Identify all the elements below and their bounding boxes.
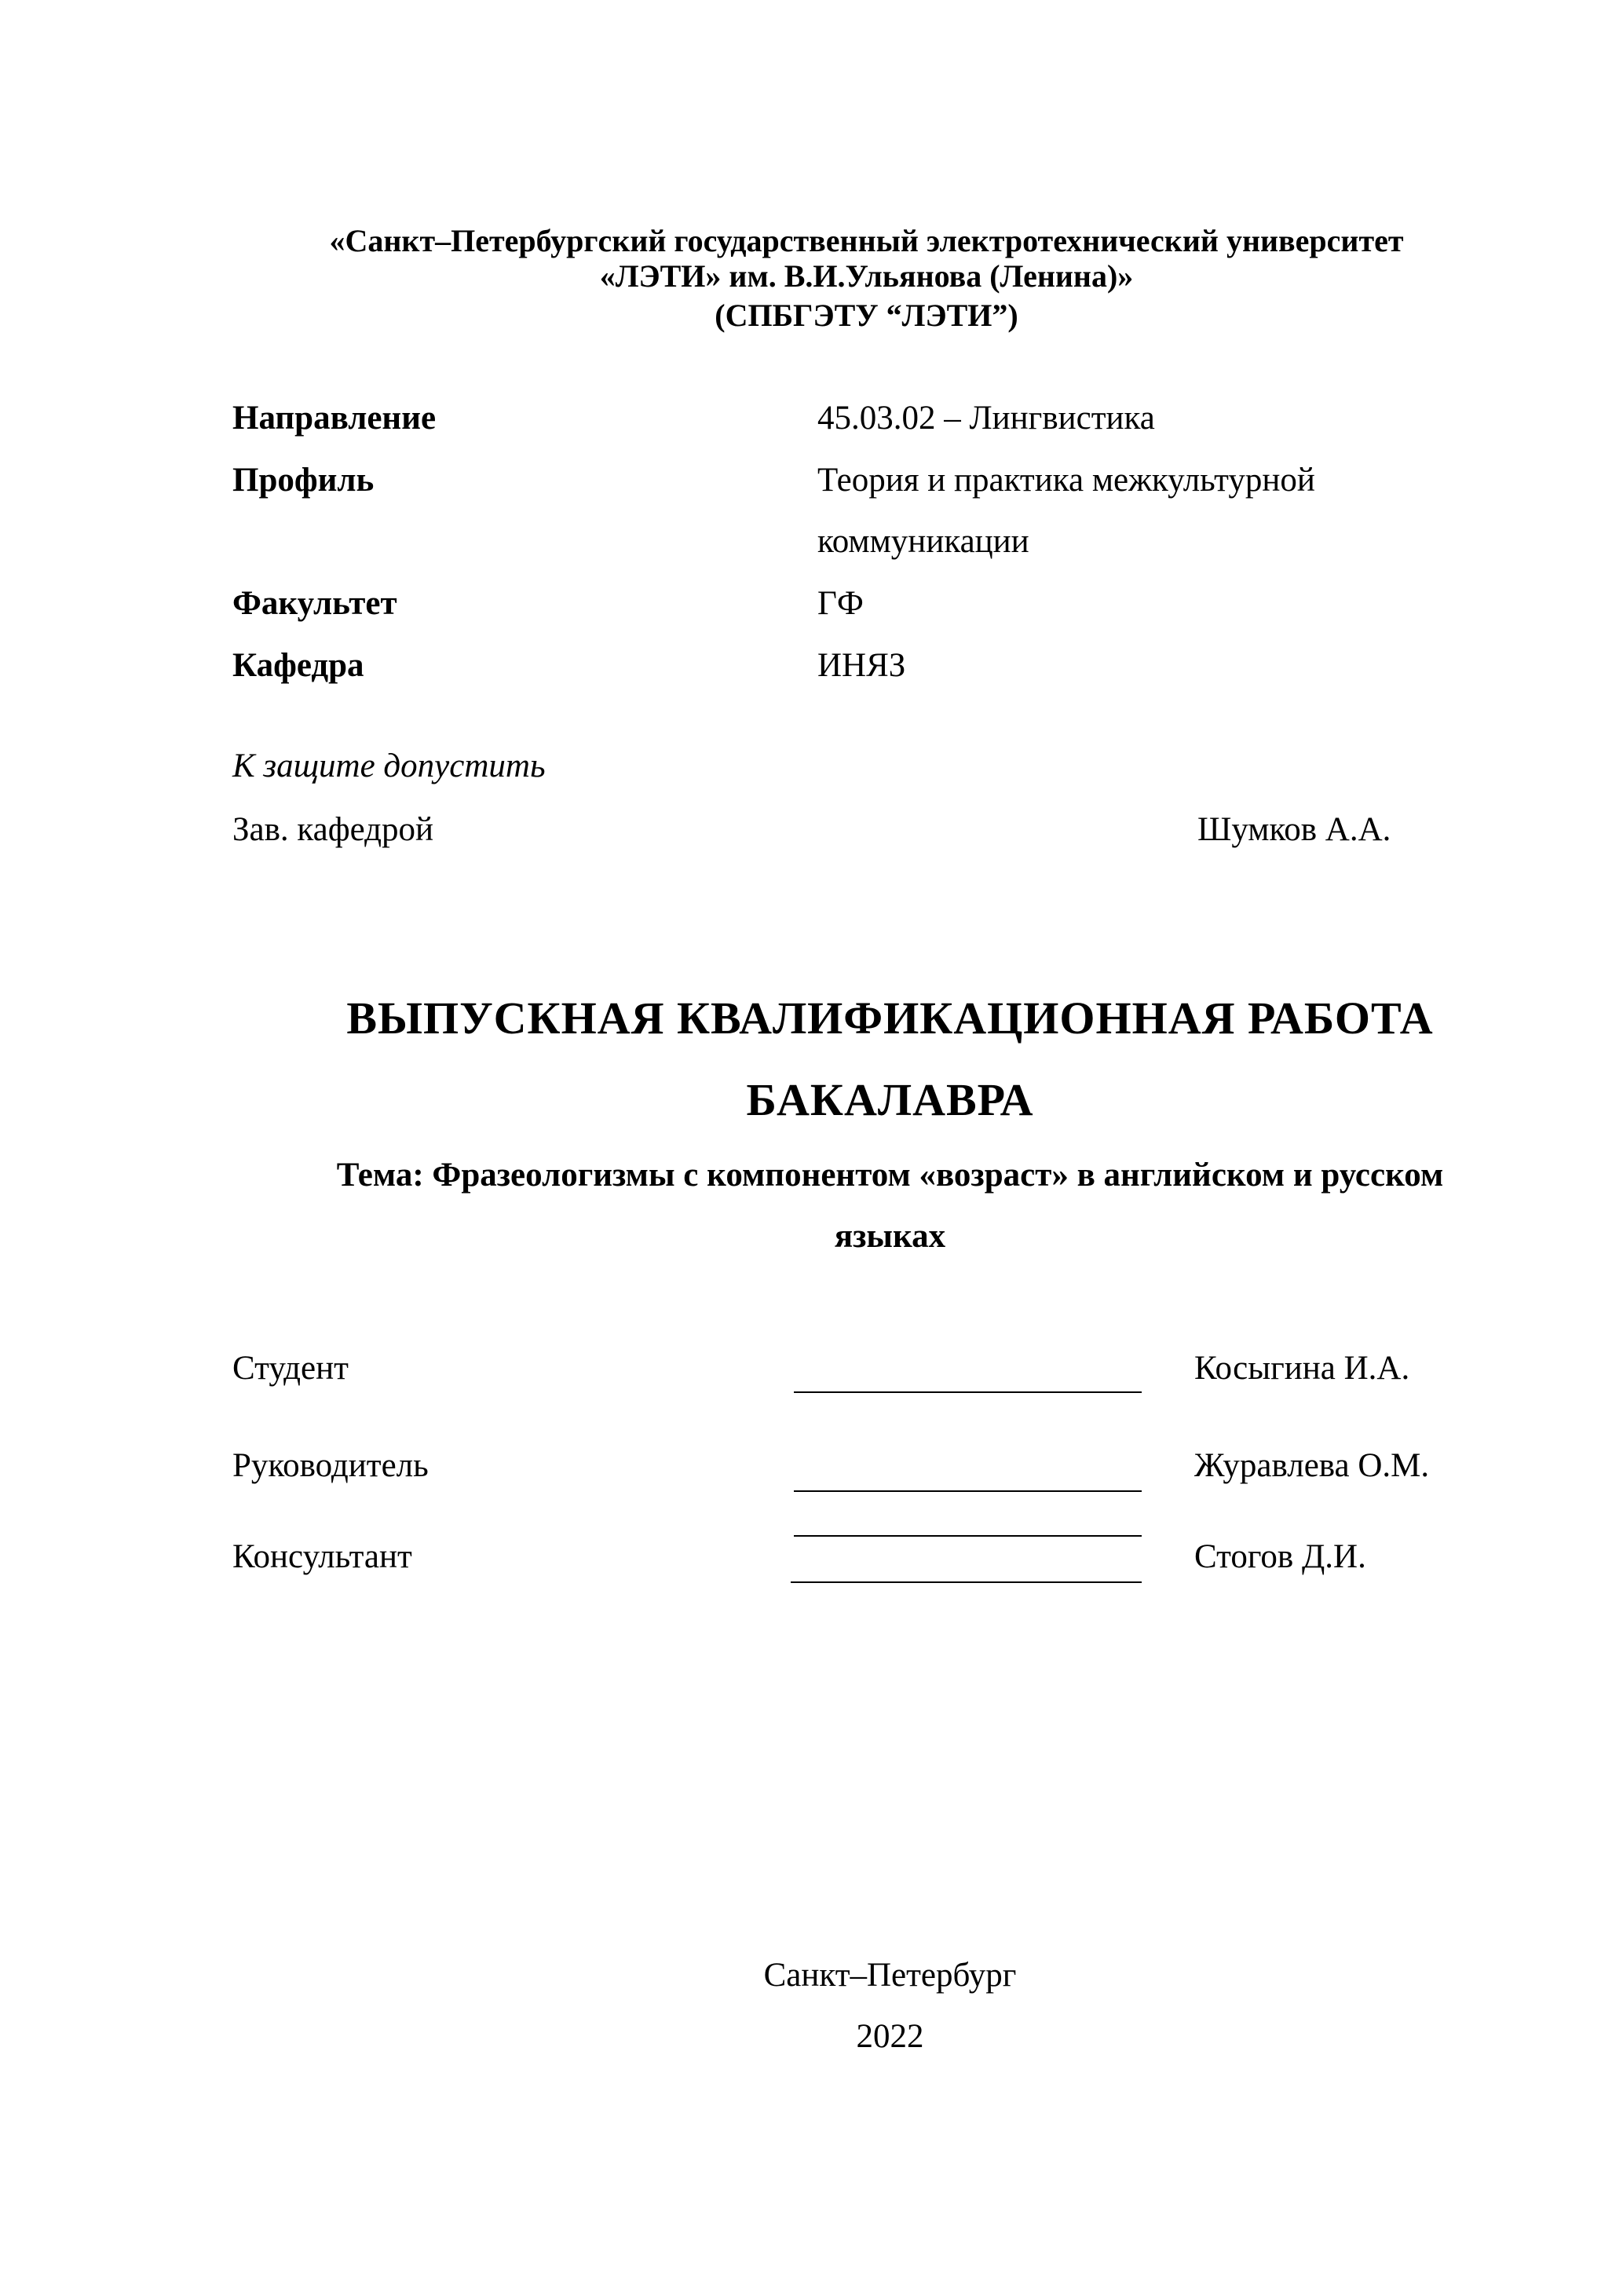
student-role: Студент: [232, 1350, 349, 1387]
supervisor-role: Руководитель: [232, 1447, 429, 1484]
profile-value-line-1: Теория и практика межкультурной: [817, 462, 1315, 499]
extra-signature-line: [794, 1535, 1142, 1537]
student-name: Косыгина И.А.: [1194, 1350, 1410, 1387]
university-name-line-2: «ЛЭТИ» им. В.И.Ульянова (Ленина)»: [599, 258, 1134, 294]
topic-line-2: языках: [834, 1218, 946, 1255]
department-label: Кафедра: [232, 647, 364, 684]
profile-label: Профиль: [232, 462, 375, 499]
supervisor-name: Журавлева О.М.: [1194, 1447, 1430, 1484]
consultant-signature-line: [791, 1581, 1142, 1583]
department-value: ИНЯЗ: [817, 647, 906, 684]
faculty-value: ГФ: [817, 585, 864, 622]
head-of-department-label: Зав. кафедрой: [232, 811, 434, 848]
work-title-line-2: БАКАЛАВРА: [746, 1074, 1034, 1125]
faculty-label: Факультет: [232, 585, 397, 622]
city: Санкт–Петербург: [763, 1957, 1017, 1994]
university-abbreviation: (СПБГЭТУ “ЛЭТИ”): [715, 298, 1018, 333]
consultant-name: Стогов Д.И.: [1194, 1538, 1366, 1575]
student-signature-line: [794, 1391, 1142, 1393]
direction-value: 45.03.02 – Лингвистика: [817, 400, 1155, 437]
profile-value-line-2: коммуникации: [817, 523, 1029, 560]
work-title-line-1: ВЫПУСКНАЯ КВАЛИФИКАЦИОННАЯ РАБОТА: [346, 993, 1434, 1044]
admission-text: К защите допустить: [232, 748, 546, 784]
consultant-role: Консультант: [232, 1538, 412, 1575]
year: 2022: [856, 2018, 924, 2055]
university-name-line-1: «Санкт–Петербургский государственный электротехнический университет: [329, 223, 1404, 258]
head-of-department-name: Шумков А.А.: [1197, 811, 1391, 848]
direction-label: Направление: [232, 400, 437, 437]
supervisor-signature-line: [794, 1490, 1142, 1492]
topic-line-1: Тема: Фразеологизмы с компонентом «возраст» в английском и русском: [336, 1157, 1444, 1194]
